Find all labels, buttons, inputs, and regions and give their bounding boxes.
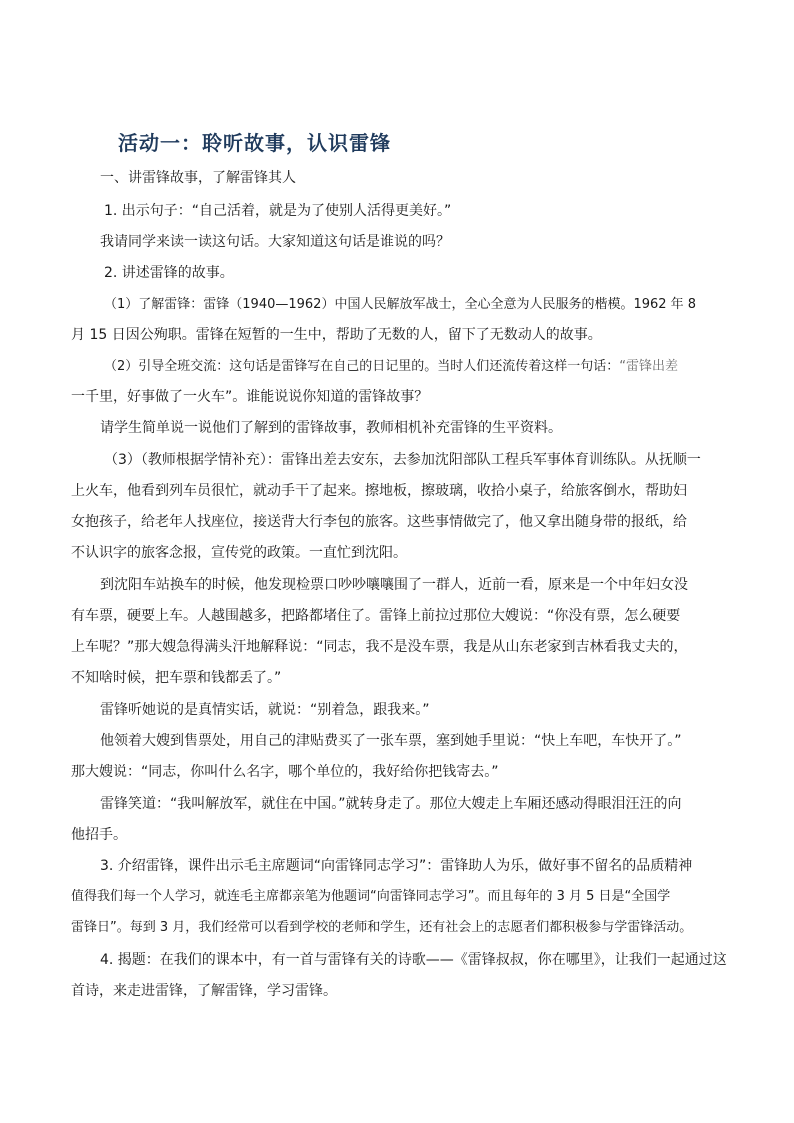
paragraph-line: 我请同学来读一读这句话。大家知道这句话是谁说的吗？ <box>100 234 450 250</box>
paragraph-line: 不认识字的旅客念报，宣传党的政策。一直忙到沈阳。 <box>71 545 407 561</box>
paragraph-line <box>104 357 678 377</box>
paragraph-line: 请学生简单说一说他们了解到的雷锋故事，教师相机补充雷锋的生平资料。 <box>100 420 562 436</box>
paragraph-text: （2）引导全班交流：这句话是雷锋写在自己的日记里的。当时人们还流传着这样一句话： <box>104 359 620 374</box>
paragraph-line: （3）（教师根据学情补充）：雷锋出差去安东，去参加沈阳部队工程兵军事体育训练队。从抚顺一 <box>104 452 701 468</box>
paragraph-line: 雷锋听她说的是真情实话，就说：“别着急，跟我来。” <box>100 702 430 718</box>
paragraph-line: 那大嫂说：“同志，你叫什么名字，哪个单位的，我好给你把钱寄去。” <box>71 764 499 780</box>
paragraph-line: 3. 介绍雷锋，课件出示毛主席题词“向雷锋同志学习”：雷锋助人为乐，做好事不留名的品质精神 <box>100 858 693 874</box>
paragraph-line: 有车票，硬要上车。人越围越多，把路都堵住了。雷锋上前拉过那位大嫂说：“你没有票，怎么硬要 <box>71 608 681 624</box>
paragraph-line: 2. 讲述雷锋的故事。 <box>104 265 234 281</box>
paragraph-line: 4. 揭题：在我们的课本中，有一首与雷锋有关的诗歌——《雷锋叔叔，你在哪里》，让我们一起通过这 <box>100 952 727 968</box>
paragraph-line: 一千里，好事做了一火车”。谁能说说你知道的雷锋故事？ <box>71 389 429 405</box>
paragraph-line: 1. 出示句子：“自己活着，就是为了使别人活得更美好。” <box>104 203 452 219</box>
paragraph-line: 上火车，他看到列车员很忙，就动手干了起来。擦地板，擦玻璃，收拾小桌子，给旅客倒水，帮助妇 <box>71 483 687 499</box>
paragraph-line: （1）了解雷锋：雷锋（1940—1962）中国人民解放军战士，全心全意为人民服务的楷模。1962 年 8 <box>104 297 697 312</box>
activity-title: 活动一：聆听故事，认识雷锋 <box>118 131 391 155</box>
paragraph-line: 月 15 日因公殉职。雷锋在短暂的一生中，帮助了无数的人，留下了无数动人的故事。 <box>71 327 602 343</box>
paragraph-line: 不知啥时候，把车票和钱都丢了。” <box>71 670 282 686</box>
paragraph-line: 雷锋笑道：“我叫解放军，就住在中国。”就转身走了。那位大嫂走上车厢还感动得眼泪汪汪的向 <box>100 796 682 812</box>
paragraph-line: 上车呢？”那大嫂急得满头汗地解释说：“同志，我不是没车票，我是从山东老家到吉林看我丈夫的， <box>71 639 688 655</box>
paragraph-line: 值得我们每一个人学习，就连毛主席都亲笔为他题词“向雷锋同志学习”。而且每年的 3 月 5 日是“全国学 <box>71 889 671 904</box>
paragraph-line: 女抱孩子，给老年人找座位，接送背大行李包的旅客。这些事情做完了，他又拿出随身带的报纸，给 <box>71 514 687 530</box>
quote-fragment: “雷锋出差 <box>619 359 679 374</box>
paragraph-line: 到沈阳车站换车的时候，他发现检票口吵吵嚷嚷围了一群人，近前一看，原来是一个中年妇女没 <box>100 577 688 593</box>
paragraph-line: 首诗，来走进雷锋，了解雷锋，学习雷锋。 <box>71 983 337 999</box>
section-heading: 一、讲雷锋故事，了解雷锋其人 <box>100 170 296 186</box>
paragraph-line: 他领着大嫂到售票处，用自己的津贴费买了一张车票，塞到她手里说：“快上车吧，车快开了。” <box>100 733 682 749</box>
paragraph-line: 他招手。 <box>71 827 127 843</box>
paragraph-line: 雷锋日”。每到 3 月，我们经常可以看到学校的老师和学生，还有社会上的志愿者们都积极参与学雷锋活动。 <box>71 920 693 935</box>
